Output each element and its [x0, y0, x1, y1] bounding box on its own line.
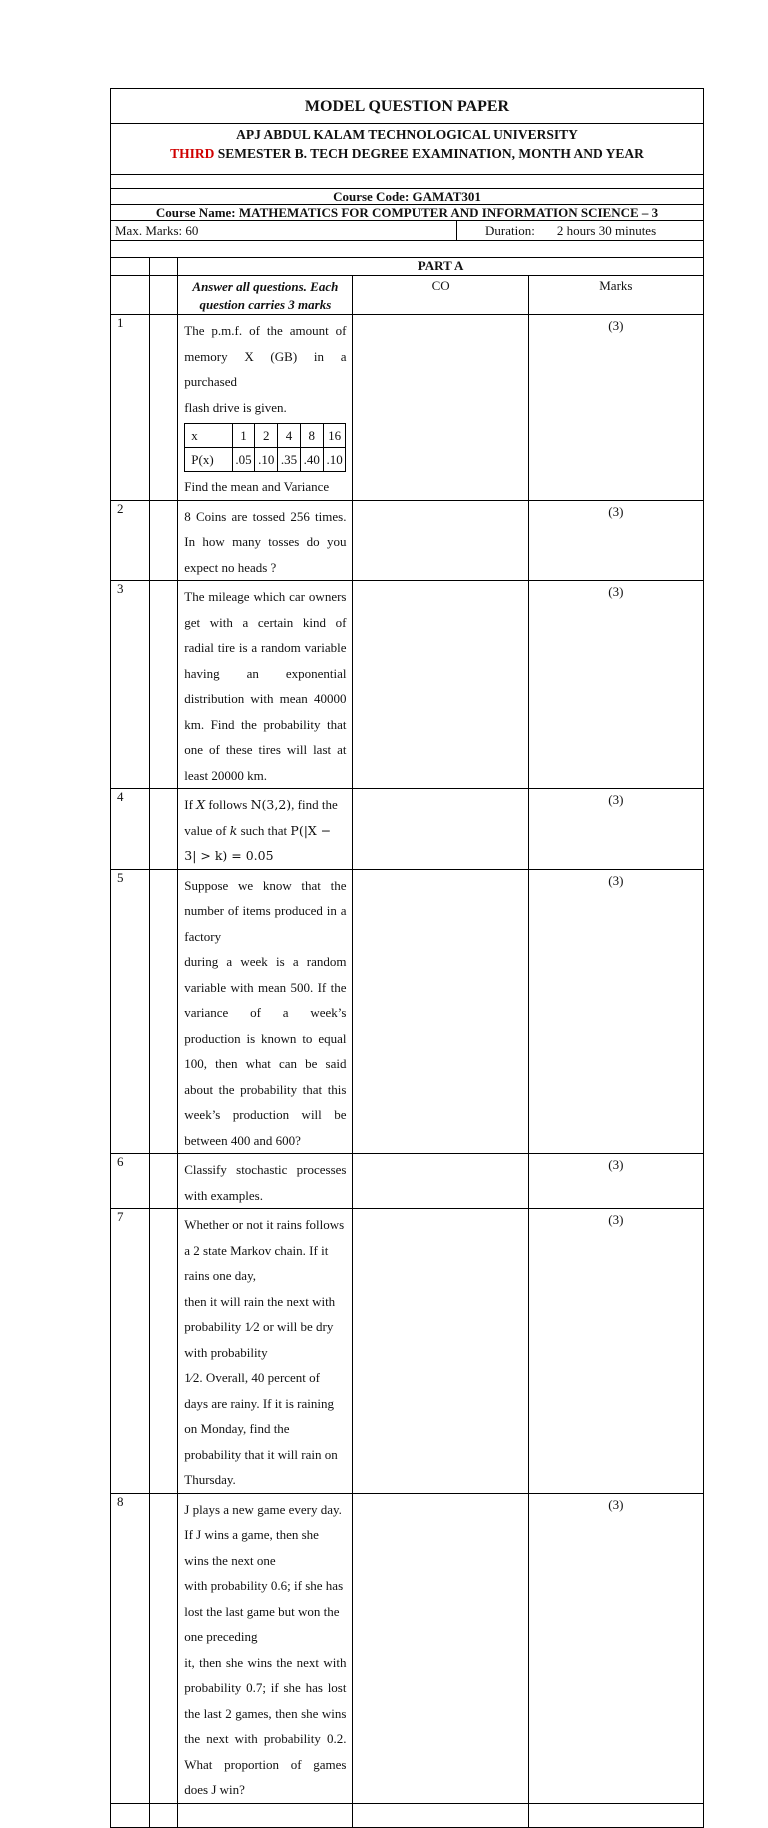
pmf-x-value: 16	[323, 424, 346, 448]
question-row	[111, 789, 704, 870]
header-spacer-2	[110, 240, 704, 257]
pmf-x-row	[185, 424, 346, 448]
header-spacer	[110, 174, 704, 188]
pmf-p-value: .10	[255, 448, 278, 472]
question-text	[178, 789, 353, 870]
question-marks: (3)	[528, 500, 703, 581]
question-row	[111, 1493, 704, 1803]
q8-body: it, then she wins the next with probability 0.7; if she has lost the last 2 games, then she wins the next with probability 0.2. What proportion of games does J win?	[184, 1654, 347, 1797]
question-marks: (3)	[528, 1154, 703, 1209]
question-text: The mileage which car owners get with a certain kind of radial tire is a random variable having an exponential distribution with mean 40000 km. Find the probability that one of these tires will last at least 20000 km.	[178, 581, 353, 789]
q7-line1: Whether or not it rains follows a 2 state Markov chain. If it rains one day,	[184, 1217, 345, 1283]
pmf-x-label: x	[185, 424, 232, 448]
question-number: 5	[111, 869, 150, 1154]
q4-text: follows	[205, 797, 251, 812]
pmf-x-value: 4	[278, 424, 301, 448]
q4-text: , find the value of	[184, 797, 338, 838]
co-header: CO	[353, 276, 528, 315]
course-name: Course Name: MATHEMATICS FOR COMPUTER AND INFORMATION SCIENCE – 3	[110, 204, 704, 220]
blank-row	[111, 1803, 704, 1827]
duration-value: 2 hours 30 minutes	[556, 223, 657, 238]
question-text: 8 Coins are tossed 256 times. In how many tosses do you expect no heads ?	[178, 500, 353, 581]
q4-text: If	[184, 797, 197, 812]
question-marks: (3)	[528, 869, 703, 1154]
questions-table	[110, 257, 704, 1828]
q1-line3: Find the mean and Variance	[184, 479, 330, 494]
math-expression: N(3,2)	[250, 797, 292, 812]
duration-label: Duration:	[485, 223, 535, 238]
paper-title: MODEL QUESTION PAPER	[110, 88, 704, 123]
question-number: 4	[111, 789, 150, 870]
question-marks: (3)	[528, 789, 703, 870]
q5-line1: Suppose we know that the number of items produced in a factory	[184, 877, 347, 944]
pmf-p-value: .05	[232, 448, 255, 472]
math-var: k	[229, 822, 238, 838]
marks-duration-row	[110, 220, 704, 240]
university-header	[110, 123, 704, 174]
question-number: 8	[111, 1493, 150, 1803]
q7-line2: then it will rain the next with probability 1⁄2 or will be dry with probability	[184, 1293, 336, 1360]
part-a-row	[111, 258, 704, 276]
question-number: 6	[111, 1154, 150, 1209]
instruction-row	[111, 276, 704, 315]
q8-line2: with probability 0.6; if she has lost the last game but won the one preceding	[184, 1578, 344, 1644]
semester-rest: SEMESTER B. TECH DEGREE EXAMINATION, MONTH AND YEAR	[214, 146, 644, 161]
pmf-p-row	[185, 448, 346, 472]
semester-highlight: THIRD	[170, 146, 215, 161]
question-marks: (3)	[528, 315, 703, 501]
q1-line1: The p.m.f. of the amount of memory X (GB) in a purchased	[184, 323, 347, 389]
part-a-title: PART A	[178, 258, 704, 276]
question-row	[111, 315, 704, 501]
question-row	[111, 1154, 704, 1209]
question-marks: (3)	[528, 1493, 703, 1803]
question-marks: (3)	[528, 1209, 703, 1494]
question-text	[178, 315, 353, 501]
q1-line2: flash drive is given.	[184, 399, 287, 415]
duration	[457, 221, 703, 240]
university-name: APJ ABDUL KALAM TECHNOLOGICAL UNIVERSITY	[236, 127, 578, 142]
q7-line3: 1⁄2. Overall, 40 percent of days are rainy. If it is raining on Monday, find the	[184, 1370, 334, 1436]
question-text	[178, 869, 353, 1154]
question-number: 3	[111, 581, 150, 789]
question-number: 7	[111, 1209, 150, 1494]
question-number: 1	[111, 315, 150, 501]
question-text	[178, 1209, 353, 1494]
pmf-table	[184, 423, 346, 472]
instruction-text: Answer all questions. Each question carries 3 marks	[178, 276, 353, 315]
pmf-x-value: 1	[232, 424, 255, 448]
question-row	[111, 581, 704, 789]
question-row	[111, 869, 704, 1154]
pmf-p-value: .40	[300, 448, 323, 472]
question-number: 2	[111, 500, 150, 581]
pmf-p-value: .10	[323, 448, 346, 472]
question-text: Classify stochastic processes with examples.	[178, 1154, 353, 1209]
max-marks: Max. Marks: 60	[111, 221, 457, 240]
math-expression: P(|X − 3| > k) = 0.05	[184, 822, 332, 863]
course-code: Course Code: GAMAT301	[110, 188, 704, 204]
pmf-x-value: 2	[255, 424, 278, 448]
question-text	[178, 1493, 353, 1803]
question-row	[111, 1209, 704, 1494]
marks-header: Marks	[528, 276, 703, 315]
question-paper	[110, 88, 704, 1828]
q5-body: during a week is a random variable with mean 500. If the variance of a week’s production is known to equal 100, then what can be said about the probability that this week’s production will be between 400 and 600?	[184, 954, 347, 1148]
q8-line1: J plays a new game every day. If J wins a game, then she wins the next one	[184, 1501, 342, 1568]
semester-line	[111, 144, 703, 163]
math-var: X	[196, 797, 206, 812]
question-row	[111, 500, 704, 581]
pmf-p-label: P(x)	[185, 448, 232, 472]
question-marks: (3)	[528, 581, 703, 789]
pmf-x-value: 8	[300, 424, 323, 448]
q7-line4: probability that it will rain on Thursday.	[184, 1446, 338, 1487]
q4-text: such that	[237, 822, 291, 838]
pmf-p-value: .35	[278, 448, 301, 472]
